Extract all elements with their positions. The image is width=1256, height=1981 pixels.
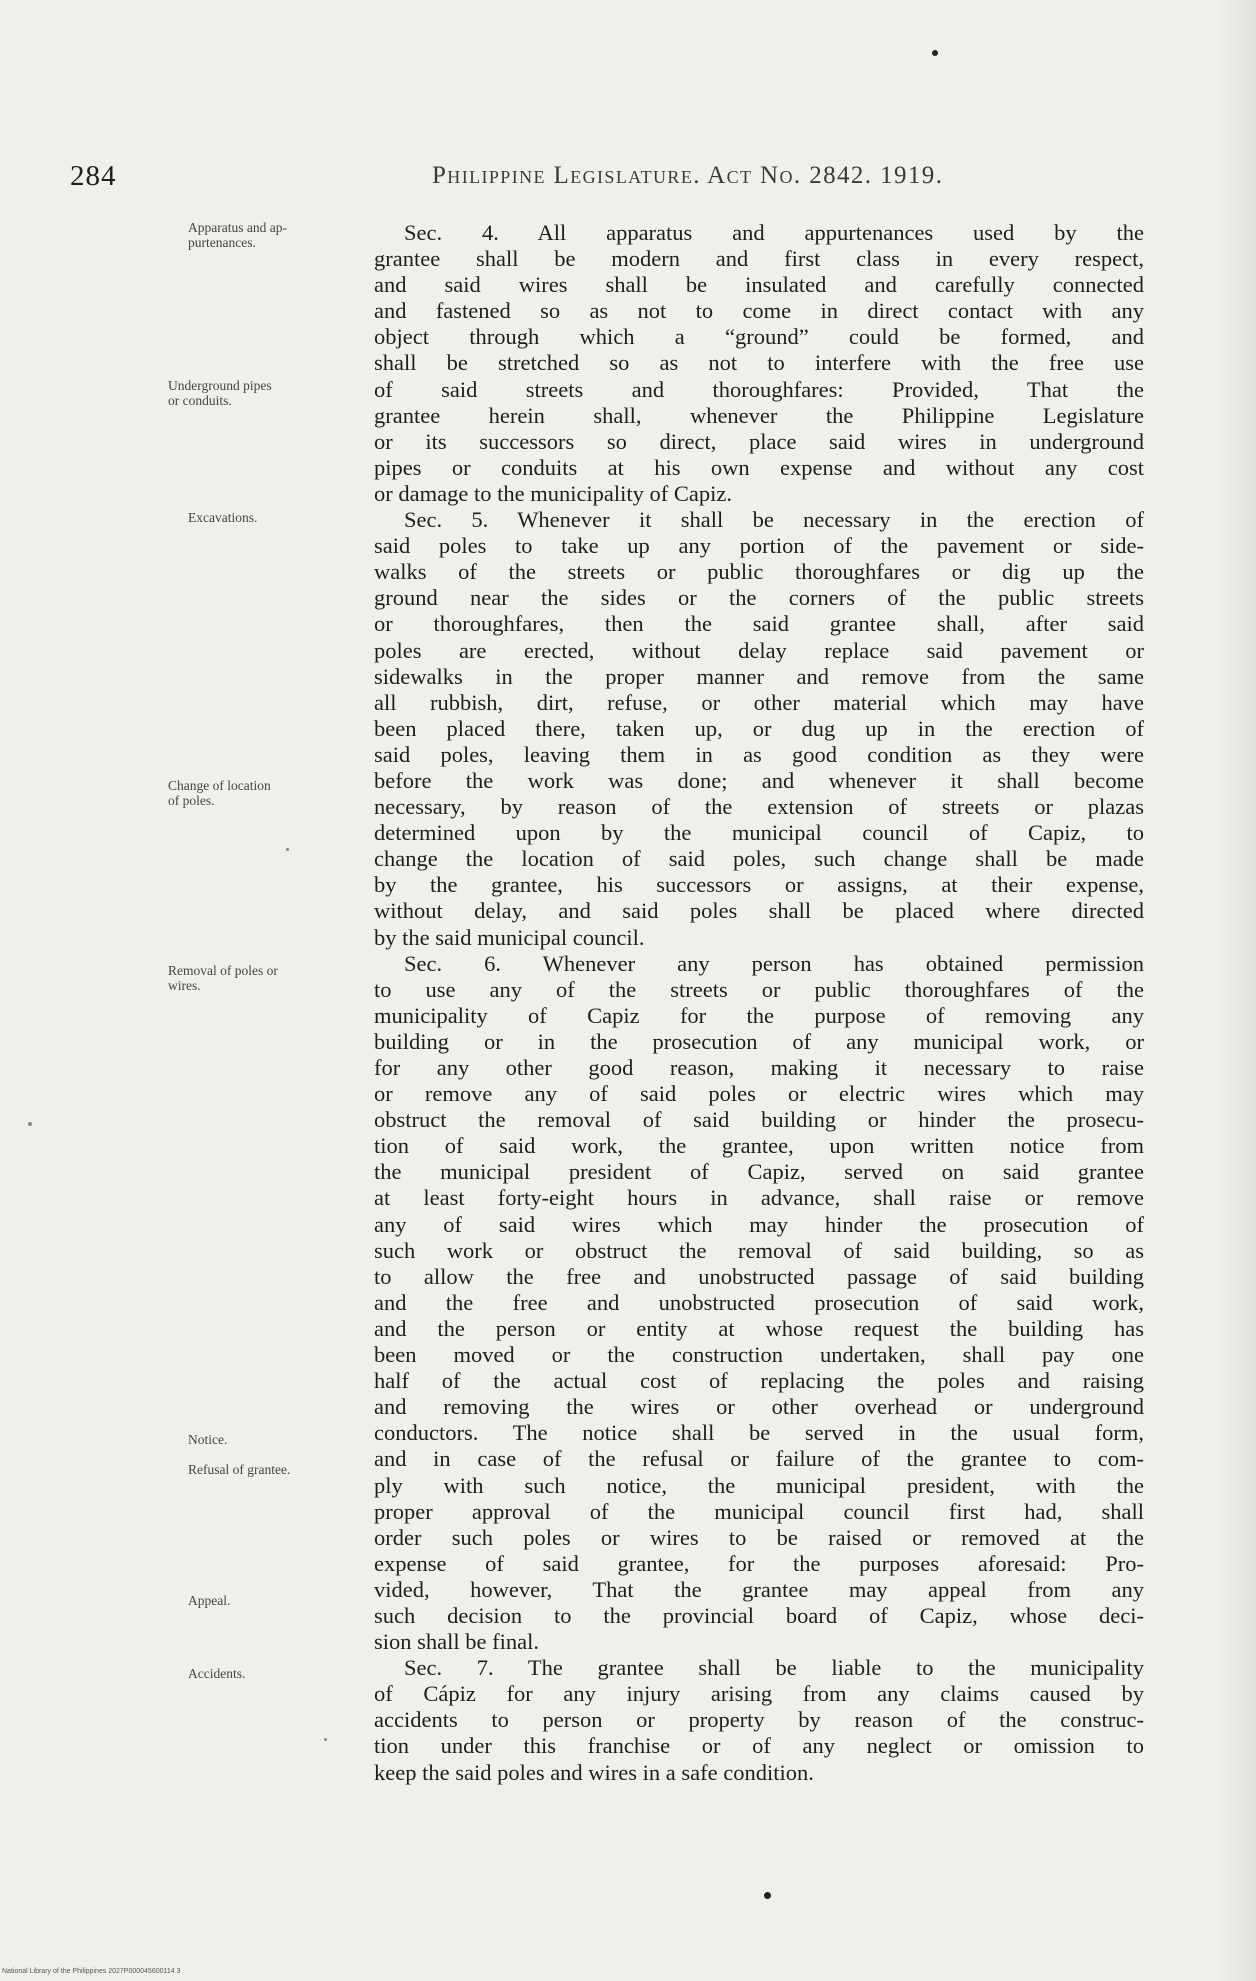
margin-note-line: Change of location (168, 778, 271, 793)
text-line: Sec. 4. All apparatus and appurtenances used by the (404, 220, 1144, 245)
text-line: been moved or the construction undertaken, shall pay one (374, 1342, 1144, 1368)
text-line: object through which a “ground” could be formed, and (374, 324, 1144, 350)
margin-note (168, 778, 368, 808)
text-line: or remove any of said poles or electric wires which may (374, 1081, 1144, 1107)
page-edge-shadow (1216, 0, 1256, 1981)
text-line: before the work was done; and whenever it shall become (374, 767, 1144, 793)
ink-speck (932, 50, 938, 56)
margin-notes (0, 0, 370, 1981)
text-line: Sec. 5. Whenever it shall be necessary in the erection of (404, 507, 1144, 533)
margin-note (168, 378, 368, 408)
text-line: all rubbish, dirt, refuse, or other material which may have (374, 689, 1144, 715)
margin-note (168, 963, 368, 993)
margin-note-line: of poles. (168, 793, 215, 808)
margin-note-line: Refusal of grantee. (188, 1462, 291, 1477)
margin-note-line: Appeal. (188, 1593, 231, 1608)
text-line: at least forty-eight hours in advance, shall raise or remove (374, 1185, 1144, 1211)
margin-note (188, 1593, 388, 1608)
text-line: and the person or entity at whose request the building has (374, 1315, 1144, 1341)
margin-note-line: purtenances. (188, 235, 256, 250)
text-line: for any other good reason, making it necessary to raise (374, 1055, 1144, 1080)
text-line: grantee herein shall, whenever the Philippine Legislature (374, 402, 1144, 428)
text-line: grantee shall be modern and first class in every respect, (374, 246, 1144, 272)
text-line: by the grantee, his successors or assigns, at their expense, (374, 872, 1144, 898)
margin-note-line: Removal of poles or (168, 963, 278, 978)
text-line: been placed there, taken up, or dug up in the erection of (374, 715, 1144, 741)
text-line: accidents to person or property by reason of the construc- (374, 1707, 1144, 1733)
text-line: of Cápiz for any injury arising from any claims caused by (374, 1681, 1144, 1707)
text-line: to allow the free and unobstructed passage of said building (374, 1263, 1144, 1289)
text-line: necessary, by reason of the extension of streets or plazas (374, 794, 1144, 820)
text-line: tion of said work, the grantee, upon written notice from (374, 1133, 1144, 1159)
text-line: and said wires shall be insulated and carefully connected (374, 272, 1144, 298)
text-line: without delay, and said poles shall be placed where directed (374, 898, 1144, 924)
text-line: poles are erected, without delay replace said pavement or (374, 637, 1144, 663)
text-line: ground near the sides or the corners of the public streets (374, 585, 1144, 611)
text-line: or damage to the municipality of Capiz. (374, 480, 733, 506)
scan-credit: National Library of the Philippines 2027P000045600114 3 (2, 1968, 181, 1975)
text-line: municipality of Capiz for the purpose of removing any (374, 1002, 1144, 1028)
ink-speck (286, 848, 289, 851)
text-line: such work or obstruct the removal of said building, so as (374, 1237, 1144, 1263)
text-line: walks of the streets or public thoroughfares or dig up the (374, 559, 1144, 585)
text-line: such decision to the provincial board of Capiz, whose deci- (374, 1602, 1144, 1628)
text-line: proper approval of the municipal council first had, shall (374, 1498, 1144, 1524)
margin-note-line: Apparatus and ap- (188, 220, 287, 235)
text-line: to use any of the streets or public thoroughfares of the (374, 976, 1144, 1002)
text-line: vided, however, That the grantee may appeal from any (374, 1576, 1144, 1602)
text-line: determined upon by the municipal council of Capiz, to (374, 820, 1144, 846)
text-line: Sec. 6. Whenever any person has obtained permission (404, 950, 1144, 976)
text-line: and in case of the refusal or failure of the grantee to com- (374, 1446, 1144, 1472)
text-line: said poles to take up any portion of the pavement or side- (374, 533, 1144, 559)
margin-note-line: Excavations. (188, 510, 258, 525)
margin-note-line: wires. (168, 978, 201, 993)
margin-note (188, 1666, 388, 1681)
text-line: half of the actual cost of replacing the poles and raising (374, 1368, 1144, 1394)
ink-speck (764, 1892, 771, 1899)
text-line: ply with such notice, the municipal president, with the (374, 1472, 1144, 1498)
margin-note (188, 1432, 388, 1447)
margin-note (188, 220, 388, 250)
text-line: shall be stretched so as not to interfere with the free use (374, 350, 1144, 376)
text-line: of said streets and thoroughfares: Provided, That the (374, 376, 1144, 402)
text-line: or thoroughfares, then the said grantee shall, after said (374, 611, 1144, 637)
margin-note-line: Underground pipes (168, 378, 272, 393)
text-line: and fastened so as not to come in direct contact with any (374, 298, 1144, 324)
text-line: and the free and unobstructed prosecution of said work, (374, 1289, 1144, 1315)
running-head: Philippine Legislature. Act No. 2842. 1919. (432, 162, 944, 189)
margin-note-line: or conduits. (168, 393, 232, 408)
text-line: sidewalks in the proper manner and remove from the same (374, 663, 1144, 689)
text-line: Sec. 7. The grantee shall be liable to the municipality (404, 1655, 1144, 1681)
page-number: 284 (70, 160, 117, 192)
margin-note (188, 1462, 388, 1477)
margin-note-line: Notice. (188, 1432, 228, 1447)
text-line: by the said municipal council. (374, 924, 645, 950)
margin-note (188, 510, 388, 525)
ink-speck (28, 1122, 32, 1126)
text-line: tion under this franchise or of any neglect or omission to (374, 1733, 1144, 1759)
statute-text (374, 220, 1144, 1786)
text-line: sion shall be final. (374, 1629, 539, 1655)
text-line: any of said wires which may hinder the prosecution of (374, 1211, 1144, 1237)
text-line: said poles, leaving them in as good condition as they were (374, 741, 1144, 767)
text-line: keep the said poles and wires in a safe condition. (374, 1759, 814, 1785)
text-line: expense of said grantee, for the purposes aforesaid: Pro- (374, 1550, 1144, 1576)
text-line: obstruct the removal of said building or hinder the prosecu- (374, 1107, 1144, 1133)
text-line: change the location of said poles, such change shall be made (374, 846, 1144, 872)
ink-speck (324, 1738, 327, 1741)
text-line: pipes or conduits at his own expense and without any cost (374, 454, 1144, 480)
text-line: conductors. The notice shall be served in the usual form, (374, 1420, 1144, 1446)
text-line: order such poles or wires to be raised or removed at the (374, 1524, 1144, 1550)
text-line: or its successors so direct, place said wires in underground (374, 428, 1144, 454)
text-line: building or in the prosecution of any municipal work, or (374, 1028, 1144, 1054)
margin-note-line: Accidents. (188, 1666, 246, 1681)
text-line: and removing the wires or other overhead or underground (374, 1394, 1144, 1420)
text-line: the municipal president of Capiz, served on said grantee (374, 1159, 1144, 1185)
